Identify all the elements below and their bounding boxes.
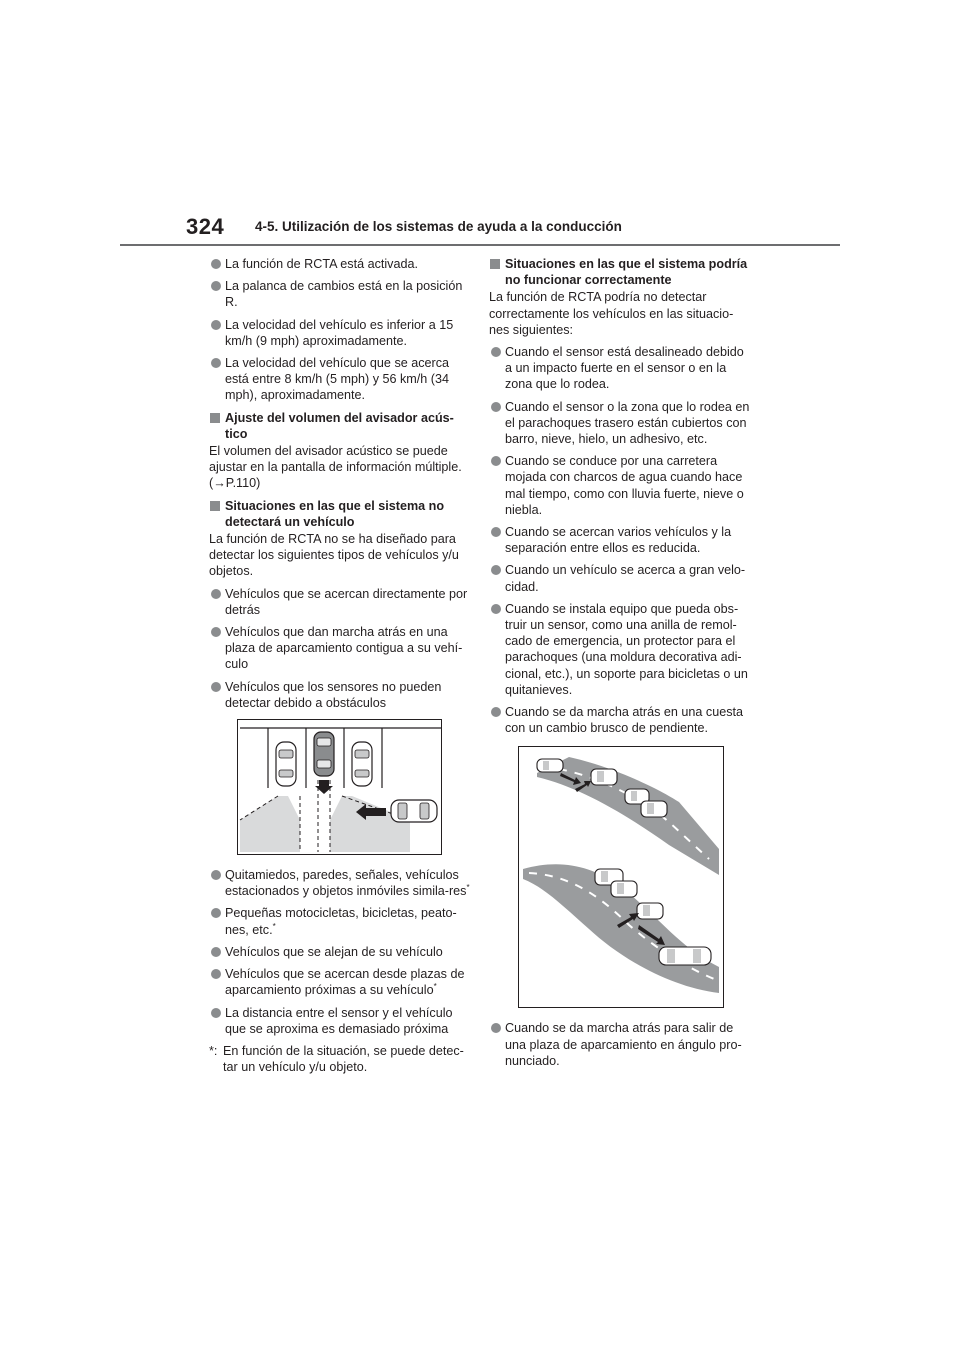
slope-road-illustration (518, 746, 724, 1008)
page-number: 324 (186, 214, 225, 239)
car-icon-7 (637, 903, 663, 919)
bullet-icon (491, 565, 501, 575)
car-icon-8 (659, 947, 711, 965)
right-column (489, 256, 751, 1075)
bullet-icon (211, 320, 221, 330)
heading-not-detect: Situaciones en las que el sistema no detectará un vehículo (209, 498, 471, 530)
list-item: Cuando un vehículo se acerca a gran velo-cidad. (489, 562, 751, 594)
square-bullet-icon (490, 259, 500, 269)
paragraph-not-detect: La función de RCTA no se ha diseñado para detectar los siguientes tipos de vehículos y/u objetos. (209, 532, 459, 579)
parking-lot-illustration (237, 719, 442, 855)
list-item: Cuando se instala equipo que pueda obs-truir un sensor, como una anilla de remol-cado de emergencia, un protector para el parachoques (una moldura decorativa adi-cional, etc.), un soporte para bicicletas o un quitanieves. (489, 601, 751, 698)
list-item: La función de RCTA está activada. (209, 256, 471, 272)
parked-car-left-icon (276, 742, 296, 786)
slope-road-drawing (519, 747, 723, 1007)
footnote (209, 1043, 471, 1075)
heading-volume: Ajuste del volumen del avisador acús-tico (209, 410, 471, 442)
bullet-icon (211, 627, 221, 637)
list-item: Vehículos que se acercan directamente por detrás (209, 586, 471, 618)
bullet-icon (211, 870, 221, 880)
bullet-icon (491, 707, 501, 717)
bullet-icon (491, 604, 501, 614)
list-item: Vehículos que dan marcha atrás en una plaza de aparcamiento contigua a su vehí-culo (209, 624, 471, 673)
car-icon-4 (641, 801, 667, 817)
bullet-icon (491, 347, 501, 357)
bullet-icon (211, 969, 221, 979)
list-item: Vehículos que los sensores no pueden detectar debido a obstáculos (209, 679, 471, 711)
bullet-icon (211, 358, 221, 368)
car-icon-1 (537, 759, 563, 772)
bullet-icon (491, 1023, 501, 1033)
parked-car-right-icon (352, 742, 372, 786)
list-item: Pequeñas motocicletas, bicicletas, peato-nes, etc.* (209, 905, 471, 937)
list-item: Cuando se acercan varios vehículos y la separación entre ellos es reducida. (489, 524, 751, 556)
bullet-icon (211, 259, 221, 269)
bullet-icon (211, 682, 221, 692)
car-icon-2 (591, 769, 617, 785)
list-item: La velocidad del vehículo es inferior a 15 km/h (9 mph) aproximadamente. (209, 317, 471, 349)
list-item: Cuando el sensor o la zona que lo rodea en el parachoques trasero están cubiertos con barro, nieve, hielo, un adhesivo, etc. (489, 399, 751, 448)
footnote-mark: *: (209, 1043, 218, 1058)
bullet-icon (211, 589, 221, 599)
list-item: Cuando se da marcha atrás para salir de una plaza de aparcamiento en ángulo pro-nunciado. (489, 1020, 751, 1069)
square-bullet-icon (210, 413, 220, 423)
list-item: La velocidad del vehículo que se acerca está entre 8 km/h (5 mph) y 56 km/h (34 mph), aproximadamente. (209, 355, 471, 404)
list-item: Cuando se conduce por una carretera mojada con charcos de agua cuando hace mal tiempo, como con lluvia fuerte, nieve o niebla. (489, 453, 751, 518)
left-column (209, 256, 471, 1075)
own-car-icon (314, 732, 334, 776)
list-item: La palanca de cambios está en la posición R. (209, 278, 471, 310)
paragraph-volume: El volumen del avisador acústico se puede ajustar en la pantalla de información múltiple. (→P.110) (209, 444, 462, 491)
list-item: Cuando se da marcha atrás en una cuesta con un cambio brusco de pendiente. (489, 704, 751, 736)
header-divider (120, 244, 840, 246)
list-item: Vehículos que se acercan desde plazas de aparcamiento próximas a su vehículo* (209, 966, 471, 998)
bullet-icon (211, 908, 221, 918)
bullet-icon (211, 281, 221, 291)
list-item: Vehículos que se alejan de su vehículo (209, 944, 471, 960)
paragraph-malfunction: La función de RCTA podría no detectar correctamente los vehículos en las situacio-nes siguientes: (489, 290, 734, 337)
heading-malfunction: Situaciones en las que el sistema podría no funcionar correctamente (489, 256, 751, 288)
car-icon-6 (611, 881, 637, 897)
approaching-car-icon (391, 800, 437, 822)
list-item: La distancia entre el sensor y el vehículo que se aproxima es demasiado próxima (209, 1005, 471, 1037)
list-item: Cuando el sensor está desalineado debido a un impacto fuerte en el sensor o en la zona que lo rodea. (489, 344, 751, 393)
square-bullet-icon (210, 501, 220, 511)
bullet-icon (211, 1008, 221, 1018)
section-title: 4-5. Utilización de los sistemas de ayuda a la conducción (255, 219, 622, 234)
bullet-icon (211, 947, 221, 957)
bullet-icon (491, 456, 501, 466)
list-item: Quitamiedos, paredes, señales, vehículos estacionados y objetos inmóviles simila-res* (209, 867, 471, 899)
detection-zone-left (240, 796, 300, 852)
bullet-icon (491, 527, 501, 537)
footnote-text: En función de la situación, se puede detec-tar un vehículo y/u objeto. (223, 1043, 464, 1075)
parking-lot-drawing (238, 720, 441, 854)
bullet-icon (491, 402, 501, 412)
